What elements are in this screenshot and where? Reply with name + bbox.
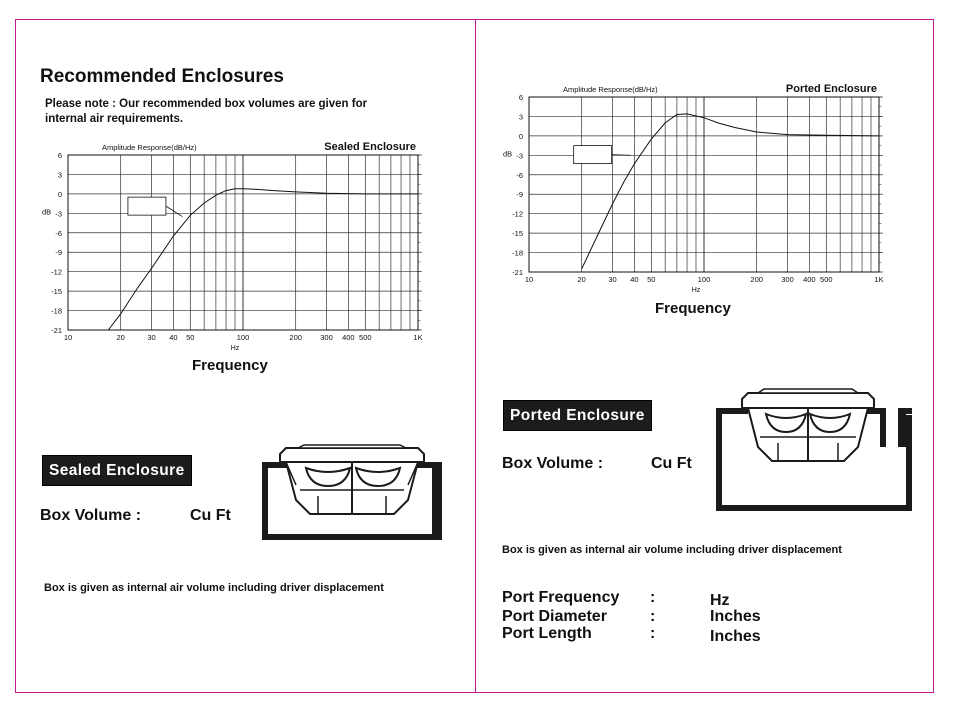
y-tick-label: -15 <box>51 287 62 297</box>
note-text: Please note : Our recommended box volumes are given for internal air requirements. <box>45 98 368 125</box>
x-tick-label: 30 <box>608 275 617 284</box>
sealed-enclosure-drawing <box>256 440 446 545</box>
y-tick-label: 6 <box>57 151 62 160</box>
x-tick-label: 10 <box>63 333 73 342</box>
x-tick-label: 20 <box>577 275 586 284</box>
ported-enclosure-drawing <box>712 385 916 515</box>
port-diameter-colon: : <box>650 608 656 625</box>
y-tick-label: 3 <box>57 170 62 180</box>
y-tick-label: -9 <box>516 190 523 200</box>
x-tick-label: 500 <box>820 275 833 284</box>
x-tick-label: 400 <box>803 275 816 284</box>
port-diameter-unit: Inches <box>710 608 761 625</box>
ported-chart-caption: Frequency <box>655 300 731 317</box>
x-tick-label: 40 <box>630 275 639 284</box>
x-tick-label: 1K <box>413 333 423 342</box>
page-title: Recommended Enclosures <box>40 66 284 87</box>
x-tick-label: 200 <box>289 333 302 342</box>
ported-box-volume-unit: Cu Ft <box>651 455 692 472</box>
port-length-colon: : <box>650 625 656 642</box>
y-tick-label: 0 <box>518 131 523 141</box>
y-tick-label: -9 <box>55 248 62 258</box>
x-tick-label: 10 <box>524 275 534 284</box>
y-tick-label: 0 <box>57 189 62 199</box>
x-tick-label: 50 <box>186 333 195 342</box>
x-tick-label: 20 <box>116 333 125 342</box>
port-frequency-colon: : <box>650 589 656 606</box>
sealed-box-volume-label: Box Volume : <box>40 507 142 524</box>
x-tick-label: 300 <box>320 333 333 342</box>
y-tick-label: 6 <box>518 93 523 102</box>
y-axis-label: dB <box>42 207 52 217</box>
chart-subtitle: Amplitude Response(dB/Hz) <box>102 143 197 152</box>
y-tick-label: -18 <box>51 306 62 316</box>
ported-box-volume-label: Box Volume : <box>502 455 604 472</box>
y-tick-label: -3 <box>55 209 62 219</box>
x-tick-label: 300 <box>781 275 794 284</box>
y-tick-label: -21 <box>51 326 62 335</box>
chart-title: Ported Enclosure <box>785 83 877 95</box>
x-tick-label: 200 <box>750 275 763 284</box>
chart-title: Sealed Enclosure <box>324 141 416 153</box>
y-tick-label: -3 <box>516 151 523 161</box>
port-frequency-label: Port Frequency <box>502 589 620 606</box>
x-tick-label: 100 <box>236 333 250 342</box>
ported-footnote: Box is given as internal air volume including driver displacement <box>502 544 842 556</box>
x-tick-label: 50 <box>647 275 656 284</box>
x-tick-label: 40 <box>169 333 178 342</box>
y-tick-label: -18 <box>512 248 523 258</box>
chart-subtitle: Amplitude Response(dB/Hz) <box>563 85 658 94</box>
x-tick-label: 100 <box>697 275 711 284</box>
fold-line <box>475 19 476 693</box>
y-tick-label: -12 <box>512 209 523 219</box>
x-tick-label: 1K <box>874 275 884 284</box>
x-tick-label: 400 <box>342 333 355 342</box>
port-length-label: Port Length <box>502 625 592 642</box>
sealed-chart-caption: Frequency <box>192 357 268 374</box>
port-frequency-unit: Hz <box>710 592 730 609</box>
y-tick-label: -6 <box>516 170 523 180</box>
y-tick-label: -12 <box>51 267 62 277</box>
sealed-footnote: Box is given as internal air volume including driver displacement <box>44 582 384 594</box>
sealed-box-volume-unit: Cu Ft <box>190 507 231 524</box>
y-tick-label: -21 <box>512 268 523 277</box>
sealed-enclosure-badge: Sealed Enclosure <box>42 455 192 486</box>
y-tick-label: -6 <box>55 228 62 238</box>
y-tick-label: -15 <box>512 229 523 239</box>
y-axis-label: dB <box>503 149 513 159</box>
x-axis-label: Hz <box>230 345 240 352</box>
x-tick-label: 500 <box>359 333 372 342</box>
port-length-unit: Inches <box>710 628 761 645</box>
ported-enclosure-badge: Ported Enclosure <box>503 400 652 431</box>
x-tick-label: 30 <box>147 333 156 342</box>
port-diameter-label: Port Diameter <box>502 608 607 625</box>
y-tick-label: 3 <box>518 112 523 122</box>
x-axis-label: Hz <box>691 287 701 294</box>
